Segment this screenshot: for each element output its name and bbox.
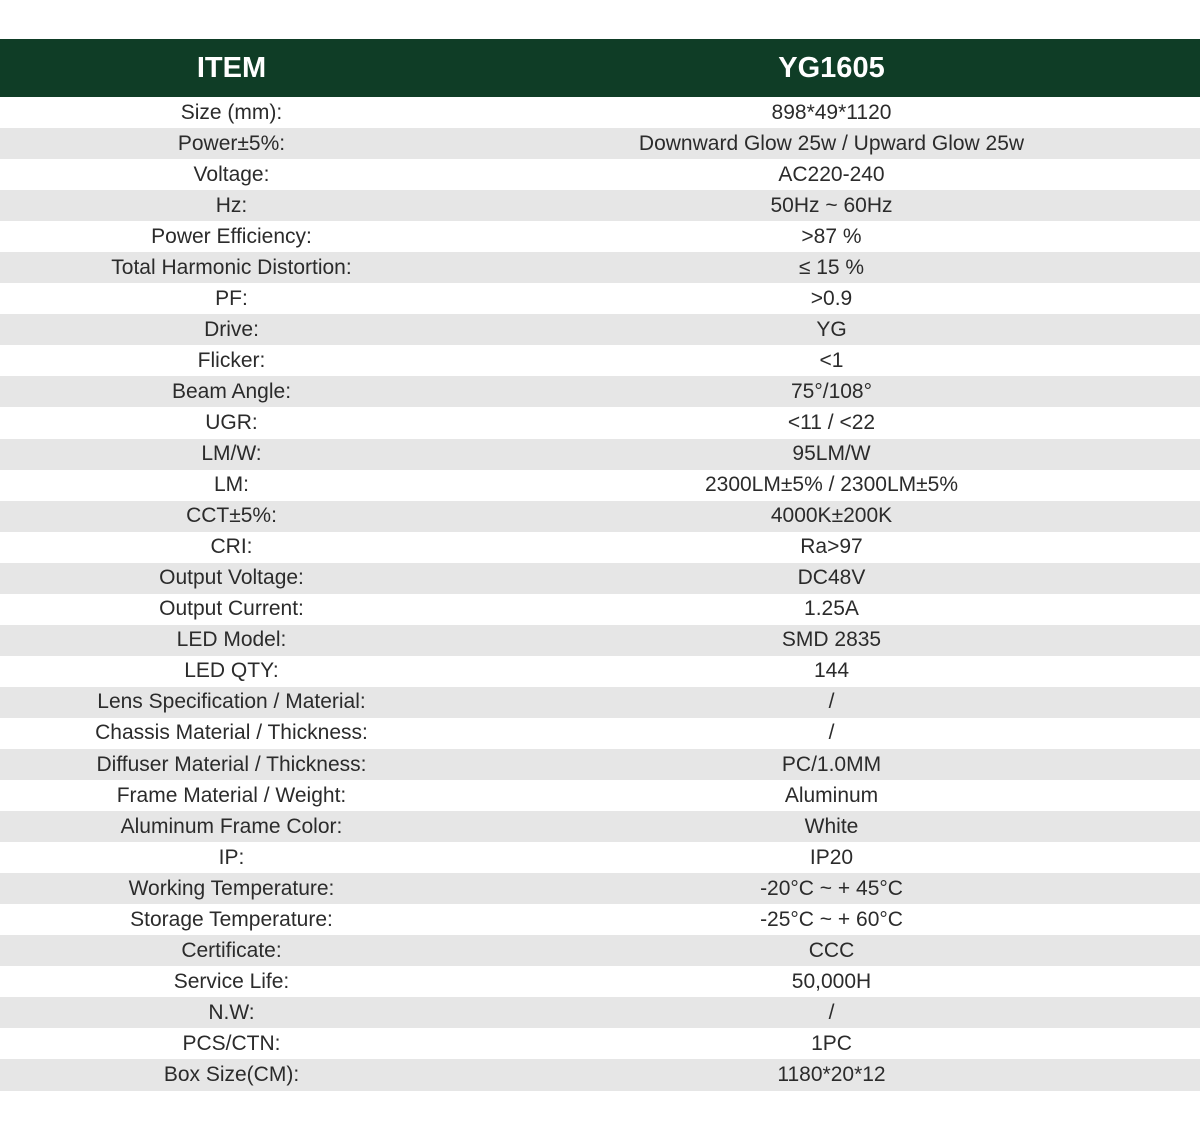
spec-label: Power Efficiency:	[151, 224, 312, 248]
spec-value: AC220-240	[778, 162, 885, 186]
header-item-label: ITEM	[196, 51, 267, 84]
spec-label: Flicker:	[197, 348, 266, 372]
table-row	[0, 563, 1200, 594]
spec-value: -20°C ~ + 45°C	[760, 876, 903, 900]
table-row	[0, 811, 1200, 842]
table-row	[0, 718, 1200, 749]
table-row	[0, 1059, 1200, 1090]
spec-value: PC/1.0MM	[781, 752, 882, 776]
spec-label: N.W:	[208, 1000, 255, 1024]
spec-label: Storage Temperature:	[130, 907, 333, 931]
spec-value: 144	[813, 659, 850, 683]
spec-label: LM/W:	[201, 442, 262, 466]
spec-value: >87 %	[801, 224, 862, 248]
spec-value: DC48V	[797, 566, 866, 590]
table-row	[0, 439, 1200, 470]
table-row	[0, 190, 1200, 221]
spec-value: Downward Glow 25w / Upward Glow 25w	[638, 131, 1025, 155]
table-row	[0, 935, 1200, 966]
spec-label: Drive:	[204, 317, 259, 341]
table-row	[0, 128, 1200, 159]
spec-label: PF:	[215, 286, 248, 310]
table-body	[0, 97, 1200, 1091]
spec-label: Total Harmonic Distortion:	[111, 255, 352, 279]
spec-label: Output Voltage:	[159, 566, 304, 590]
spec-value: <11 / <22	[787, 410, 876, 434]
spec-value: -25°C ~ + 60°C	[760, 907, 903, 931]
spec-value: 1.25A	[804, 597, 859, 621]
spec-value: 50Hz ~ 60Hz	[770, 193, 893, 217]
spec-label: Hz:	[215, 193, 248, 217]
table-row	[0, 470, 1200, 501]
spec-label: CCT±5%:	[186, 504, 277, 528]
spec-label: LED QTY:	[184, 659, 279, 683]
spec-value: CCC	[808, 938, 855, 962]
spec-value: White	[804, 814, 859, 838]
spec-value: 2300LM±5% / 2300LM±5%	[704, 473, 959, 497]
spec-label: Service Life:	[173, 969, 290, 993]
spec-label: Certificate:	[181, 938, 282, 962]
spec-label: Lens Specification / Material:	[97, 690, 366, 714]
spec-value: 1PC	[811, 1031, 852, 1055]
header-model-label: YG1605	[778, 51, 885, 84]
spec-label: Aluminum Frame Color:	[120, 814, 343, 838]
table-row	[0, 780, 1200, 811]
spec-value: 898*49*1120	[771, 100, 892, 124]
table-row	[0, 904, 1200, 935]
table-row	[0, 1028, 1200, 1059]
spec-value: YG	[816, 317, 847, 341]
table-row	[0, 501, 1200, 532]
spec-value: 1180*20*12	[777, 1062, 886, 1086]
spec-label: CRI:	[210, 535, 253, 559]
table-row	[0, 252, 1200, 283]
spec-value: Aluminum	[784, 783, 879, 807]
spec-label: Diffuser Material / Thickness:	[96, 752, 367, 776]
spec-value: SMD 2835	[781, 628, 882, 652]
table-row	[0, 407, 1200, 438]
spec-label: Power±5%:	[177, 131, 286, 155]
spec-label: Voltage:	[193, 162, 270, 186]
table-row	[0, 97, 1200, 128]
spec-table	[0, 39, 1200, 1091]
table-row	[0, 873, 1200, 904]
table-header	[0, 39, 1200, 97]
table-row	[0, 656, 1200, 687]
spec-label: Working Temperature:	[128, 876, 335, 900]
spec-label: LM:	[213, 473, 249, 497]
spec-value: /	[828, 690, 835, 714]
spec-label: Size (mm):	[180, 100, 283, 124]
spec-value: 4000K±200K	[770, 504, 893, 528]
spec-label: Box Size(CM):	[163, 1062, 300, 1086]
spec-label: UGR:	[205, 410, 258, 434]
table-row	[0, 221, 1200, 252]
spec-value: <1	[819, 348, 844, 372]
table-row	[0, 314, 1200, 345]
spec-value: Ra>97	[800, 535, 863, 559]
table-row	[0, 966, 1200, 997]
spec-label: Output Current:	[159, 597, 304, 621]
spec-value: 50,000H	[791, 969, 872, 993]
table-row	[0, 376, 1200, 407]
spec-value: >0.9	[810, 286, 853, 310]
table-row	[0, 159, 1200, 190]
spec-value: /	[828, 1000, 835, 1024]
spec-label: IP:	[218, 845, 245, 869]
table-row	[0, 625, 1200, 656]
spec-label: LED Model:	[176, 628, 287, 652]
spec-label: Beam Angle:	[171, 379, 292, 403]
table-row	[0, 687, 1200, 718]
spec-value: /	[828, 721, 835, 745]
spec-label: Frame Material / Weight:	[116, 783, 347, 807]
table-row	[0, 345, 1200, 376]
table-row	[0, 594, 1200, 625]
spec-value: 75°/108°	[790, 379, 873, 403]
spec-value: 95LM/W	[792, 442, 871, 466]
spec-value: ≤ 15 %	[798, 255, 865, 279]
table-row	[0, 283, 1200, 314]
spec-label: PCS/CTN:	[182, 1031, 281, 1055]
spec-label: Chassis Material / Thickness:	[95, 721, 368, 745]
table-row	[0, 532, 1200, 563]
table-row	[0, 749, 1200, 780]
table-row	[0, 997, 1200, 1028]
spec-value: IP20	[809, 845, 854, 869]
table-row	[0, 842, 1200, 873]
